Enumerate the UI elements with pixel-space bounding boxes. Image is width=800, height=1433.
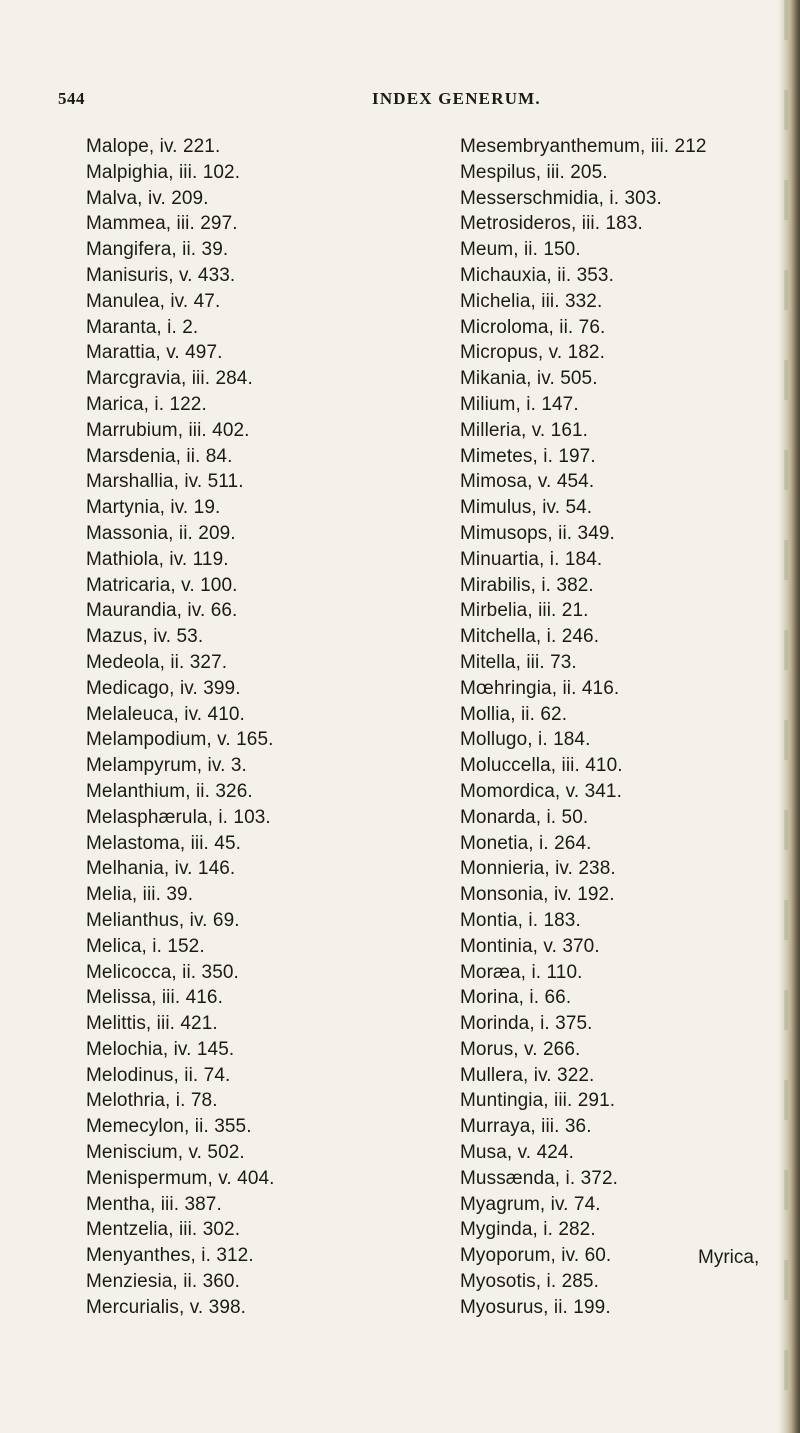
page-header (0, 89, 800, 113)
index-entry: Melica, i. 152. (86, 935, 205, 957)
index-entry: Minuartia, i. 184. (460, 548, 603, 570)
index-entry: Melicocca, ii. 350. (86, 961, 239, 983)
page-number: 544 (58, 89, 85, 108)
index-entry: Morinda, i. 375. (460, 1013, 593, 1035)
index-entry: Medeola, ii. 327. (86, 651, 228, 673)
index-entry: Mangifera, ii. 39. (86, 239, 229, 261)
index-entry: Mimulus, iv. 54. (460, 497, 593, 519)
index-entry: Myginda, i. 282. (460, 1219, 596, 1241)
index-entry: Melianthus, iv. 69. (86, 909, 240, 931)
index-entry: Morus, v. 266. (460, 1038, 581, 1060)
index-entry: Monetia, i. 264. (460, 832, 592, 854)
index-entry: Mirbelia, iii. 21. (460, 600, 589, 622)
index-entry: Malpighia, iii. 102. (86, 161, 241, 183)
index-entry: Matricaria, v. 100. (86, 574, 238, 596)
index-entry: Messerschmidia, i. 303. (460, 187, 662, 209)
index-entry: Melittis, iii. 421. (86, 1013, 218, 1035)
index-entry: Marica, i. 122. (86, 393, 207, 415)
index-entry: Melhania, iv. 146. (86, 858, 236, 880)
index-entry: Mercurialis, v. 398. (86, 1296, 247, 1318)
index-entry: Muntingia, iii. 291. (460, 1090, 616, 1112)
index-entry: Myosurus, ii. 199. (460, 1296, 611, 1318)
index-entry: Melochia, iv. 145. (86, 1038, 235, 1060)
index-entry: Musa, v. 424. (460, 1142, 574, 1164)
index-entry: Memecylon, ii. 355. (86, 1116, 252, 1138)
index-entry: Melasphærula, i. 103. (86, 806, 271, 828)
index-entry: Monarda, i. 50. (460, 806, 589, 828)
index-column-left (86, 134, 391, 1321)
index-entry: Momordica, v. 341. (460, 780, 622, 802)
index-entry: Marcgravia, iii. 284. (86, 368, 253, 390)
index-entry: Melothria, i. 78. (86, 1090, 218, 1112)
index-entry: Milium, i. 147. (460, 393, 579, 415)
index-entry: Mollugo, i. 184. (460, 729, 591, 751)
index-entry: Menyanthes, i. 312. (86, 1245, 254, 1267)
index-entry: Michauxia, ii. 353. (460, 264, 614, 286)
index-entry: Mentzelia, iii. 302. (86, 1219, 241, 1241)
index-entry: Mesembryanthemum, iii. 212 (460, 136, 707, 157)
index-entry: Meniscium, v. 502. (86, 1142, 245, 1164)
index-entry: Medicago, iv. 399. (86, 677, 241, 699)
index-entry: Metrosideros, iii. 183. (460, 213, 643, 235)
index-entry: Menispermum, v. 404. (86, 1167, 275, 1189)
index-entry: Mimetes, i. 197. (460, 445, 596, 467)
index-entry: Melaleuca, iv. 410. (86, 703, 245, 725)
index-entry: Manulea, iv. 47. (86, 290, 221, 312)
index-entry: Marshallia, iv. 511. (86, 471, 244, 493)
index-entry: Microloma, ii. 76. (460, 316, 606, 338)
index-entry: Melodinus, ii. 74. (86, 1064, 231, 1086)
index-entry: Mœhringia, ii. 416. (460, 677, 620, 699)
index-entry: Monnieria, iv. 238. (460, 858, 616, 880)
index-entry: Mirabilis, i. 382. (460, 574, 594, 596)
index-entry: Martynia, iv. 19. (86, 497, 221, 519)
index-entry: Mullera, iv. 322. (460, 1064, 595, 1086)
index-entry: Myoporum, iv. 60. (460, 1245, 612, 1267)
index-entry: Menziesia, ii. 360. (86, 1271, 240, 1293)
index-entry: Maranta, i. 2. (86, 316, 199, 338)
index-entry: Mathiola, iv. 119. (86, 548, 229, 570)
index-entry: Melanthium, ii. 326. (86, 780, 253, 802)
index-entry: Mimusops, ii. 349. (460, 522, 615, 544)
index-entry: Manisuris, v. 433. (86, 264, 236, 286)
index-entry: Melampyrum, iv. 3. (86, 755, 247, 777)
index-entry: Myosotis, i. 285. (460, 1271, 599, 1293)
index-entry: Morina, i. 66. (460, 987, 572, 1009)
index-entry: Mespilus, iii. 205. (460, 161, 608, 183)
index-entry: Murraya, iii. 36. (460, 1116, 592, 1138)
index-entry: Maurandia, iv. 66. (86, 600, 238, 622)
index-entry: Mitchella, i. 246. (460, 626, 600, 648)
index-entry: Melia, iii. 39. (86, 884, 194, 906)
index-entry: Mollia, ii. 62. (460, 703, 568, 725)
index-entry: Meum, ii. 150. (460, 239, 581, 261)
index-entry: Montinia, v. 370. (460, 935, 600, 957)
running-head-title: INDEX GENERUM. (372, 89, 541, 108)
index-entry: Mitella, iii. 73. (460, 651, 577, 673)
index-entry: Malope, iv. 221. (86, 136, 221, 157)
index-entry: Mazus, iv. 53. (86, 626, 204, 648)
index-entry: Mimosa, v. 454. (460, 471, 595, 493)
index-entry: Micropus, v. 182. (460, 342, 605, 364)
index-entry: Massonia, ii. 209. (86, 522, 236, 544)
index-entry: Moluccella, iii. 410. (460, 755, 623, 777)
index-entry: Melissa, iii. 416. (86, 987, 223, 1009)
index-entry: Montia, i. 183. (460, 909, 581, 931)
index-entry: Milleria, v. 161. (460, 419, 589, 441)
index-entry: Mammea, iii. 297. (86, 213, 238, 235)
index-entry: Marattia, v. 497. (86, 342, 223, 364)
index-entry: Malva, iv. 209. (86, 187, 209, 209)
index-entry: Melastoma, iii. 45. (86, 832, 242, 854)
index-entry: Marsdenia, ii. 84. (86, 445, 233, 467)
index-entry: Michelia, iii. 332. (460, 290, 603, 312)
index-entry: Marrubium, iii. 402. (86, 419, 250, 441)
index-entry: Moræa, i. 110. (460, 961, 583, 983)
index-entry: Mentha, iii. 387. (86, 1193, 222, 1215)
index-entry: Myagrum, iv. 74. (460, 1193, 601, 1215)
catchword: Myrica, (698, 1247, 760, 1268)
index-entry: Melampodium, v. 165. (86, 729, 274, 751)
index-entry: Mikania, iv. 505. (460, 368, 598, 390)
index-entry: Monsonia, iv. 192. (460, 884, 615, 906)
index-entry: Mussænda, i. 372. (460, 1167, 619, 1189)
index-column-right (460, 134, 782, 1321)
